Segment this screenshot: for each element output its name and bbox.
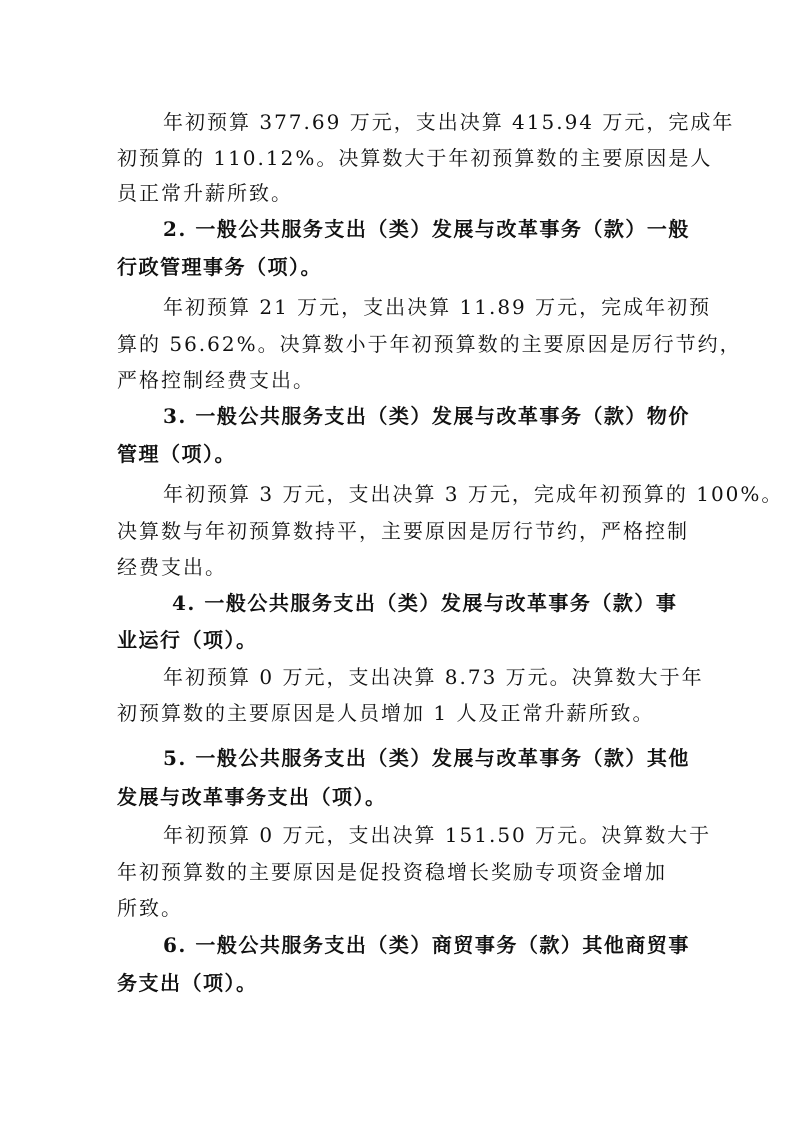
s1-body-line-1: 年初预算 377.69 万元，支出决算 415.94 万元，完成年 [163, 110, 735, 134]
s5-body-line-1: 年初预算 0 万元，支出决算 151.50 万元。决算数大于 [163, 823, 712, 847]
s1-body-line-3: 员正常升薪所致。 [117, 181, 293, 205]
s3-body-line-1: 年初预算 3 万元，支出决算 3 万元，完成年初预算的 100%。 [163, 482, 784, 506]
s4-heading-line-2: 业运行（项）。 [117, 628, 258, 652]
s5-heading-line-2: 发展与改革事务支出（项）。 [117, 785, 387, 809]
s3-body-line-2: 决算数与年初预算数持平，主要原因是厉行节约，严格控制 [117, 519, 689, 543]
s5-heading-line-1: 5. 一般公共服务支出（类）发展与改革事务（款）其他 [163, 746, 690, 770]
s6-heading-line-1: 6. 一般公共服务支出（类）商贸事务（款）其他商贸事 [163, 933, 690, 957]
s5-body-line-2: 年初预算数的主要原因是促投资稳增长奖励专项资金增加 [117, 860, 667, 884]
s3-heading-line-2: 管理（项）。 [117, 442, 236, 466]
s4-body-line-1: 年初预算 0 万元，支出决算 8.73 万元。决算数大于年 [163, 665, 704, 689]
s2-heading-line-1: 2. 一般公共服务支出（类）发展与改革事务（款）一般 [163, 217, 690, 241]
s6-heading-line-2: 务支出（项）。 [117, 971, 258, 995]
s2-body-line-2: 算的 56.62%。决算数小于年初预算数的主要原因是厉行节约， [117, 332, 742, 356]
s1-body-line-2: 初预算的 110.12%。决算数大于年初预算数的主要原因是人 [117, 146, 713, 170]
s3-heading-line-1: 3. 一般公共服务支出（类）发展与改革事务（款）物价 [163, 404, 690, 428]
s4-body-line-2: 初预算数的主要原因是人员增加 1 人及正常升薪所致。 [117, 701, 655, 725]
s3-body-line-3: 经费支出。 [117, 555, 227, 579]
s4-heading-line-1: 4. 一般公共服务支出（类）发展与改革事务（款）事 [172, 591, 678, 615]
s2-body-line-1: 年初预算 21 万元，支出决算 11.89 万元，完成年初预 [163, 295, 712, 319]
s2-body-line-3: 严格控制经费支出。 [117, 368, 315, 392]
s5-body-line-3: 所致。 [117, 896, 183, 920]
s2-heading-line-2: 行政管理事务（项）。 [117, 255, 322, 279]
